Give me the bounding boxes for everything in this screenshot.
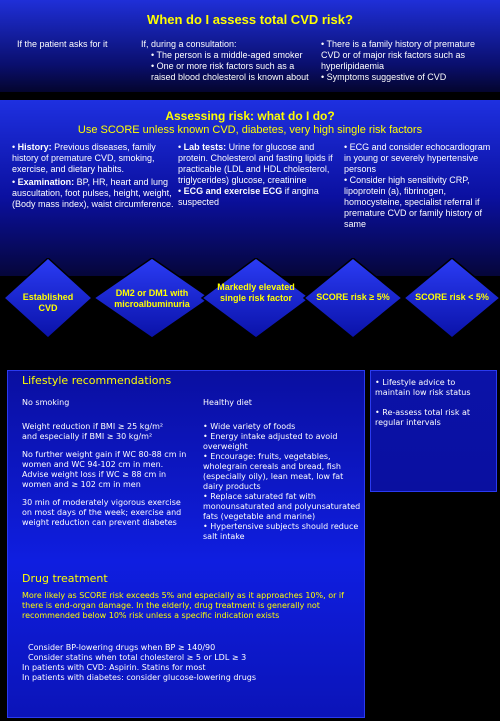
diamond-label-score-high: SCORE risk ≥ 5% bbox=[316, 292, 390, 302]
diet-item-3: • Encourage: fruits, vegetables, wholegrain cereals and bread, fish (especially oily), lean meat, low fat dairy products bbox=[203, 452, 344, 491]
exercise-advice: 30 min of moderately vigorous exercise on most days of the week; exercise and weight reduction can prevent diabetes bbox=[22, 498, 182, 527]
low-risk-bullet1: • Lifestyle advice to maintain low risk status bbox=[375, 378, 471, 397]
diamond-label-elevated-risk-factor: Markedly elevated single risk factor bbox=[217, 282, 295, 303]
drug-line-bp: Consider BP-lowering drugs when BP ≥ 140/90 bbox=[28, 643, 216, 652]
ecg-text: if angina suspected bbox=[178, 186, 319, 207]
drug-lines bbox=[22, 643, 357, 683]
history-label: History: bbox=[17, 142, 52, 152]
when-col3-bullet2: • Symptoms suggestive of CVD bbox=[321, 72, 447, 82]
drug-intro: More likely as SCORE risk exceeds 5% and especially as it approaches 10%, or if there is end-organ damage. In the elderly, drug treatment is generally not recommended below 10% risk unless a specific indication exists bbox=[22, 591, 344, 620]
diamond-label-established-cvd: Established CVD bbox=[22, 292, 74, 313]
exam-label: Examination: bbox=[17, 177, 75, 187]
weight-line1: Weight reduction if BMI ≥ 25 kg/m² bbox=[22, 422, 164, 431]
when-col3-bullet1: • There is a family history of premature CVD or of major risk factors such as hyperlipidaemia bbox=[321, 39, 476, 71]
risk-category-diamonds bbox=[0, 258, 500, 370]
when-col2-bullet1: • The person is a middle-aged smoker bbox=[151, 50, 303, 60]
drug-line-cvd: In patients with CVD: Aspirin. Statins for most bbox=[22, 663, 206, 672]
assessing-risk-title: Assessing risk: what do I do? bbox=[165, 109, 335, 123]
diet-item-5: • Hypertensive subjects should reduce salt intake bbox=[203, 522, 359, 541]
low-risk-content bbox=[375, 378, 493, 428]
weight-line2: and especially if BMI ≥ 30 kg/m² bbox=[22, 432, 153, 441]
lifestyle-title: Lifestyle recommendations bbox=[22, 374, 172, 387]
lifestyle-col1 bbox=[22, 398, 192, 528]
history-item: • History: Previous diseases, family history of premature CVD, smoking, exercise, and dietary habits. bbox=[12, 142, 156, 174]
drug-title: Drug treatment bbox=[22, 572, 108, 585]
diet-title: Healthy diet bbox=[203, 398, 252, 407]
assess-col3-bullet2: • Consider high sensitivity CRP, lipoprotein (a), fibrinogen, homocysteine, specialist referral if premature CVD or family history of same bbox=[344, 175, 483, 229]
when-to-assess-title: When do I assess total CVD risk? bbox=[147, 12, 353, 27]
diamond-label-dm2-dm1: DM2 or DM1 with microalbuminuria bbox=[114, 288, 190, 309]
no-smoking: No smoking bbox=[22, 398, 70, 407]
exam-text: BP, HR, heart and lung auscultation, foot pulses, height, weight, (Body mass index), waist circumference. bbox=[12, 177, 174, 209]
low-risk-bullet2: • Re-assess total risk at regular intervals bbox=[375, 408, 471, 427]
ecg-label: ECG and exercise ECG bbox=[183, 186, 283, 196]
lab-text: Urine for glucose and protein. Cholesterol and fasting lipids if practicable (LDL and HDL cholesterol, triglycerides) glucose, creatinine bbox=[178, 142, 333, 185]
diet-item-4: • Replace saturated fat with monounsaturated and polyunsaturated fats (vegetable and marine) bbox=[203, 492, 361, 521]
when-col2-bullet2: • One or more risk factors such as a raised blood cholesterol is known about bbox=[151, 61, 309, 82]
history-text: Previous diseases, family history of premature CVD, smoking, exercise, and dietary habits. bbox=[12, 142, 156, 174]
lifestyle-col2 bbox=[203, 398, 361, 542]
assess-col1 bbox=[12, 142, 174, 210]
waist-advice: No further weight gain if WC 80-88 cm in women and WC 94-102 cm in men. Advise weight loss if WC ≥ 88 cm in women and ≥ 102 cm in men bbox=[22, 450, 187, 489]
drug-line-statins: Consider statins when total cholesterol ≥ 5 or LDL ≥ 3 bbox=[28, 653, 247, 662]
when-col1: If the patient asks for it bbox=[17, 39, 108, 49]
assess-col2 bbox=[178, 142, 340, 208]
diet-item-2: • Energy intake adjusted to avoid overweight bbox=[203, 432, 338, 451]
when-col2 bbox=[141, 39, 316, 83]
ecg-item: • ECG and exercise ECG if angina suspected bbox=[178, 186, 319, 207]
assess-col3-bullet1: • ECG and consider echocardiogram in young or severely hypertensive persons bbox=[344, 142, 491, 174]
diet-item-1: • Wide variety of foods bbox=[203, 422, 296, 431]
when-col3 bbox=[321, 39, 496, 83]
assess-col3 bbox=[344, 142, 496, 230]
lab-item: • Lab tests: Urine for glucose and protein. Cholesterol and fasting lipids if practicable (LDL and HDL cholesterol, triglycerides) glucose, creatinine bbox=[178, 142, 333, 185]
lab-label: Lab tests: bbox=[183, 142, 227, 152]
assessing-risk-subtitle: Use SCORE unless known CVD, diabetes, very high single risk factors bbox=[77, 124, 423, 136]
when-col2-intro: If, during a consultation: bbox=[141, 39, 237, 49]
drug-line-diabetes: In patients with diabetes: consider glucose-lowering drugs bbox=[22, 673, 257, 682]
diamond-label-score-low: SCORE risk < 5% bbox=[415, 292, 489, 302]
exam-item: • Examination: BP, HR, heart and lung auscultation, foot pulses, height, weight, (Body mass index), waist circumference. bbox=[12, 177, 174, 209]
